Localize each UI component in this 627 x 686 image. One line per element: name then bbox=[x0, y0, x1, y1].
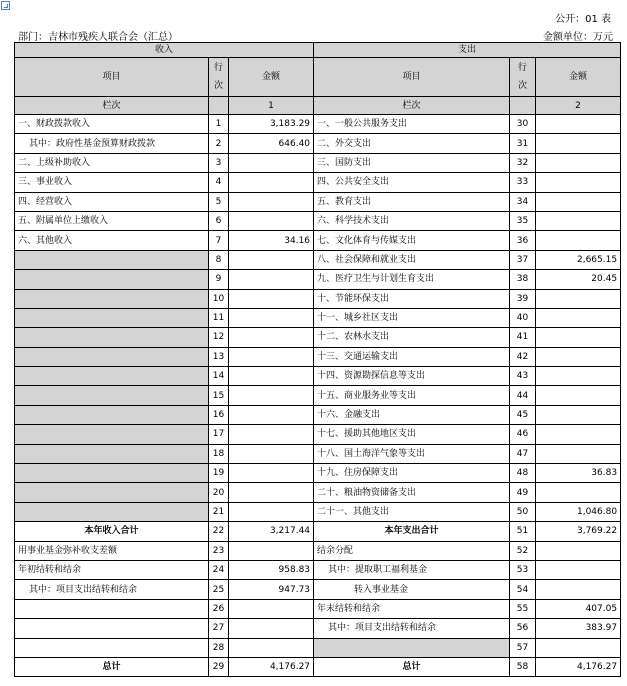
expenditure-amount bbox=[536, 153, 621, 172]
expenditure-amount: 2,665.15 bbox=[536, 250, 621, 269]
income-row-number: 9 bbox=[209, 270, 229, 289]
table-row bbox=[15, 289, 621, 308]
expenditure-item: 十五、商业服务业等支出 bbox=[314, 386, 510, 405]
income-item bbox=[15, 250, 209, 269]
expenditure-amount bbox=[536, 173, 621, 192]
income-row-number: 22 bbox=[209, 522, 229, 541]
table-row bbox=[15, 211, 621, 230]
income-row-number: 24 bbox=[209, 560, 229, 579]
income-row-number: 18 bbox=[209, 444, 229, 463]
expenditure-row-number: 51 bbox=[510, 522, 536, 541]
income-item bbox=[15, 483, 209, 502]
expenditure-item: 十八、国土海洋气象等支出 bbox=[314, 444, 510, 463]
expenditure-item: 十二、农林水支出 bbox=[314, 328, 510, 347]
expenditure-row-number: 48 bbox=[510, 464, 536, 483]
document-code: 公开：01 表 bbox=[555, 14, 611, 25]
expenditure-item: 二十一、其他支出 bbox=[314, 502, 510, 521]
expenditure-amount bbox=[536, 211, 621, 230]
income-rowno-header: 行 次 bbox=[209, 58, 229, 97]
expenditure-amount bbox=[536, 134, 621, 153]
table-row bbox=[15, 580, 621, 599]
income-item bbox=[15, 405, 209, 424]
expenditure-item: 其中：提取职工福利基金 bbox=[314, 560, 510, 579]
income-item: 三、事业收入 bbox=[15, 173, 209, 192]
income-row-number: 2 bbox=[209, 134, 229, 153]
income-item bbox=[15, 270, 209, 289]
expenditure-row-number: 47 bbox=[510, 444, 536, 463]
income-item: 一、财政拨款收入 bbox=[15, 115, 209, 134]
income-row-number: 1 bbox=[209, 115, 229, 134]
income-amount bbox=[229, 502, 314, 521]
income-row-number: 11 bbox=[209, 308, 229, 327]
table-row bbox=[15, 192, 621, 211]
expenditure-amount: 36.83 bbox=[536, 464, 621, 483]
income-amount bbox=[229, 619, 314, 638]
expenditure-row-number: 54 bbox=[510, 580, 536, 599]
table-row bbox=[15, 657, 621, 676]
income-amount bbox=[229, 425, 314, 444]
table-row bbox=[15, 153, 621, 172]
section-header-row bbox=[15, 43, 621, 58]
income-amount: 3,217.44 bbox=[229, 522, 314, 541]
income-row-number: 13 bbox=[209, 347, 229, 366]
expenditure-row-number: 43 bbox=[510, 367, 536, 386]
expenditure-row-number: 44 bbox=[510, 386, 536, 405]
expenditure-row-number: 34 bbox=[510, 192, 536, 211]
income-item: 六、其他收入 bbox=[15, 231, 209, 250]
income-row-number: 7 bbox=[209, 231, 229, 250]
table-row bbox=[15, 483, 621, 502]
expenditure-amount bbox=[536, 192, 621, 211]
income-item bbox=[15, 619, 209, 638]
table-row bbox=[15, 619, 621, 638]
expenditure-amount: 383.97 bbox=[536, 619, 621, 638]
expenditure-amount: 1,046.80 bbox=[536, 502, 621, 521]
table-row bbox=[15, 444, 621, 463]
income-row-number: 17 bbox=[209, 425, 229, 444]
income-item bbox=[15, 328, 209, 347]
expenditure-item: 三、国防支出 bbox=[314, 153, 510, 172]
unit-label: 金额单位：万元 bbox=[543, 32, 613, 43]
expenditure-row-number: 32 bbox=[510, 153, 536, 172]
table-row bbox=[15, 173, 621, 192]
income-row-number: 26 bbox=[209, 599, 229, 618]
income-amount: 947.73 bbox=[229, 580, 314, 599]
table-row bbox=[15, 270, 621, 289]
income-item bbox=[15, 444, 209, 463]
expenditure-amount bbox=[536, 483, 621, 502]
expenditure-item: 一、一般公共服务支出 bbox=[314, 115, 510, 134]
income-amount bbox=[229, 386, 314, 405]
income-amount bbox=[229, 638, 314, 657]
income-row-number: 28 bbox=[209, 638, 229, 657]
expenditure-item: 总计 bbox=[314, 657, 510, 676]
expenditure-amount: 20.45 bbox=[536, 270, 621, 289]
income-row-number: 15 bbox=[209, 386, 229, 405]
expenditure-row-number: 49 bbox=[510, 483, 536, 502]
income-item: 总计 bbox=[15, 657, 209, 676]
income-row-number: 21 bbox=[209, 502, 229, 521]
expenditure-item: 其中：项目支出结转和结余 bbox=[314, 619, 510, 638]
income-index-blank bbox=[209, 97, 229, 115]
expenditure-row-number: 31 bbox=[510, 134, 536, 153]
expenditure-row-number: 50 bbox=[510, 502, 536, 521]
income-amount bbox=[229, 444, 314, 463]
expenditure-item: 八、社会保障和就业支出 bbox=[314, 250, 510, 269]
expenditure-item: 十九、住房保障支出 bbox=[314, 464, 510, 483]
expenditure-row-number: 38 bbox=[510, 270, 536, 289]
expenditure-col-number: 2 bbox=[536, 97, 621, 115]
expenditure-row-number: 42 bbox=[510, 347, 536, 366]
income-amount bbox=[229, 308, 314, 327]
income-header: 收入 bbox=[15, 43, 314, 58]
table-row bbox=[15, 522, 621, 541]
expenditure-amount bbox=[536, 386, 621, 405]
expenditure-amount bbox=[536, 115, 621, 134]
income-amount bbox=[229, 328, 314, 347]
expenditure-item: 九、医疗卫生与计划生育支出 bbox=[314, 270, 510, 289]
expand-icon[interactable] bbox=[1, 1, 10, 10]
income-item bbox=[15, 289, 209, 308]
expenditure-row-number: 40 bbox=[510, 308, 536, 327]
expenditure-amount bbox=[536, 328, 621, 347]
income-amount: 958.83 bbox=[229, 560, 314, 579]
column-header-row bbox=[15, 58, 621, 97]
expenditure-amount: 3,769.22 bbox=[536, 522, 621, 541]
income-amount bbox=[229, 464, 314, 483]
income-amount bbox=[229, 599, 314, 618]
table-row bbox=[15, 347, 621, 366]
income-row-number: 4 bbox=[209, 173, 229, 192]
expenditure-item bbox=[314, 638, 510, 657]
expenditure-item: 十、节能环保支出 bbox=[314, 289, 510, 308]
income-item: 其中：政府性基金预算财政拨款 bbox=[15, 134, 209, 153]
expenditure-amount bbox=[536, 560, 621, 579]
expenditure-item: 二、外交支出 bbox=[314, 134, 510, 153]
income-item: 其中：项目支出结转和结余 bbox=[15, 580, 209, 599]
expenditure-amount bbox=[536, 405, 621, 424]
expenditure-item: 转入事业基金 bbox=[314, 580, 510, 599]
expenditure-row-number: 52 bbox=[510, 541, 536, 560]
expenditure-amount bbox=[536, 541, 621, 560]
expenditure-header: 支出 bbox=[314, 43, 621, 58]
expenditure-row-number: 41 bbox=[510, 328, 536, 347]
income-amount: 3,183.29 bbox=[229, 115, 314, 134]
income-row-number: 29 bbox=[209, 657, 229, 676]
income-amount bbox=[229, 541, 314, 560]
income-col-number: 1 bbox=[229, 97, 314, 115]
expenditure-row-number: 58 bbox=[510, 657, 536, 676]
income-row-number: 12 bbox=[209, 328, 229, 347]
income-amount bbox=[229, 289, 314, 308]
expenditure-item-header: 项目 bbox=[314, 58, 510, 97]
expenditure-amount bbox=[536, 347, 621, 366]
table-row bbox=[15, 560, 621, 579]
income-item bbox=[15, 386, 209, 405]
income-item-header: 项目 bbox=[15, 58, 209, 97]
table-row bbox=[15, 134, 621, 153]
table-row bbox=[15, 541, 621, 560]
income-row-number: 3 bbox=[209, 153, 229, 172]
table-row bbox=[15, 231, 621, 250]
expenditure-amount bbox=[536, 231, 621, 250]
expenditure-row-number: 55 bbox=[510, 599, 536, 618]
income-row-number: 19 bbox=[209, 464, 229, 483]
expenditure-row-number: 36 bbox=[510, 231, 536, 250]
income-amount bbox=[229, 483, 314, 502]
table-row bbox=[15, 115, 621, 134]
income-amount bbox=[229, 250, 314, 269]
expenditure-amount bbox=[536, 638, 621, 657]
income-amount bbox=[229, 153, 314, 172]
expenditure-amount bbox=[536, 289, 621, 308]
expenditure-row-number: 30 bbox=[510, 115, 536, 134]
income-amount bbox=[229, 270, 314, 289]
column-index-row bbox=[15, 97, 621, 115]
table-row bbox=[15, 464, 621, 483]
table-row bbox=[15, 250, 621, 269]
expenditure-row-number: 53 bbox=[510, 560, 536, 579]
expenditure-row-number: 39 bbox=[510, 289, 536, 308]
expenditure-row-number: 37 bbox=[510, 250, 536, 269]
income-item bbox=[15, 502, 209, 521]
income-row-number: 27 bbox=[209, 619, 229, 638]
income-item bbox=[15, 425, 209, 444]
expenditure-item: 七、文化体育与传媒支出 bbox=[314, 231, 510, 250]
income-row-number: 23 bbox=[209, 541, 229, 560]
department-label: 部门：吉林市残疾人联合会（汇总） bbox=[18, 32, 178, 43]
expenditure-row-number: 33 bbox=[510, 173, 536, 192]
income-item: 本年收入合计 bbox=[15, 522, 209, 541]
table-row bbox=[15, 405, 621, 424]
expenditure-item: 五、教育支出 bbox=[314, 192, 510, 211]
table-row bbox=[15, 425, 621, 444]
expenditure-amount-header: 金额 bbox=[536, 58, 621, 97]
expenditure-item: 二十、粮油物资储备支出 bbox=[314, 483, 510, 502]
expenditure-amount: 407.05 bbox=[536, 599, 621, 618]
income-item: 年初结转和结余 bbox=[15, 560, 209, 579]
income-amount: 646.40 bbox=[229, 134, 314, 153]
income-amount bbox=[229, 367, 314, 386]
income-amount bbox=[229, 347, 314, 366]
income-amount bbox=[229, 405, 314, 424]
income-amount bbox=[229, 211, 314, 230]
table-row bbox=[15, 638, 621, 657]
expenditure-amount bbox=[536, 367, 621, 386]
expenditure-amount bbox=[536, 425, 621, 444]
expenditure-row-number: 56 bbox=[510, 619, 536, 638]
income-row-number: 16 bbox=[209, 405, 229, 424]
expenditure-item: 六、科学技术支出 bbox=[314, 211, 510, 230]
expenditure-row-number: 46 bbox=[510, 425, 536, 444]
income-row-number: 5 bbox=[209, 192, 229, 211]
expenditure-item: 十四、资源勘探信息等支出 bbox=[314, 367, 510, 386]
table-row bbox=[15, 367, 621, 386]
expenditure-row-number: 35 bbox=[510, 211, 536, 230]
income-row-number: 10 bbox=[209, 289, 229, 308]
income-item bbox=[15, 347, 209, 366]
income-amount-header: 金额 bbox=[229, 58, 314, 97]
income-column-index: 栏次 bbox=[15, 97, 209, 115]
budget-table bbox=[14, 42, 621, 677]
table-row bbox=[15, 502, 621, 521]
income-item bbox=[15, 367, 209, 386]
expenditure-column-index: 栏次 bbox=[314, 97, 510, 115]
expenditure-item: 年末结转和结余 bbox=[314, 599, 510, 618]
expenditure-index-blank bbox=[510, 97, 536, 115]
income-item bbox=[15, 638, 209, 657]
income-row-number: 20 bbox=[209, 483, 229, 502]
income-item bbox=[15, 464, 209, 483]
expenditure-item: 四、公共安全支出 bbox=[314, 173, 510, 192]
expenditure-amount bbox=[536, 580, 621, 599]
expenditure-row-number: 57 bbox=[510, 638, 536, 657]
income-amount: 34.16 bbox=[229, 231, 314, 250]
income-amount: 4,176.27 bbox=[229, 657, 314, 676]
expenditure-amount: 4,176.27 bbox=[536, 657, 621, 676]
income-item bbox=[15, 599, 209, 618]
income-item: 四、经营收入 bbox=[15, 192, 209, 211]
income-amount bbox=[229, 173, 314, 192]
income-row-number: 25 bbox=[209, 580, 229, 599]
expenditure-item: 结余分配 bbox=[314, 541, 510, 560]
income-item: 五、附属单位上缴收入 bbox=[15, 211, 209, 230]
table-row bbox=[15, 308, 621, 327]
table-row bbox=[15, 386, 621, 405]
table-row bbox=[15, 599, 621, 618]
income-item bbox=[15, 308, 209, 327]
expenditure-item: 本年支出合计 bbox=[314, 522, 510, 541]
expenditure-amount bbox=[536, 308, 621, 327]
income-item: 用事业基金弥补收支差额 bbox=[15, 541, 209, 560]
expenditure-row-number: 45 bbox=[510, 405, 536, 424]
income-amount bbox=[229, 192, 314, 211]
expenditure-item: 十一、城乡社区支出 bbox=[314, 308, 510, 327]
expenditure-item: 十七、援助其他地区支出 bbox=[314, 425, 510, 444]
expenditure-rowno-header: 行 次 bbox=[510, 58, 536, 97]
expenditure-item: 十三、交通运输支出 bbox=[314, 347, 510, 366]
income-item: 二、上级补助收入 bbox=[15, 153, 209, 172]
income-row-number: 6 bbox=[209, 211, 229, 230]
expenditure-amount bbox=[536, 444, 621, 463]
income-row-number: 8 bbox=[209, 250, 229, 269]
table-row bbox=[15, 328, 621, 347]
expenditure-item: 十六、金融支出 bbox=[314, 405, 510, 424]
income-row-number: 14 bbox=[209, 367, 229, 386]
